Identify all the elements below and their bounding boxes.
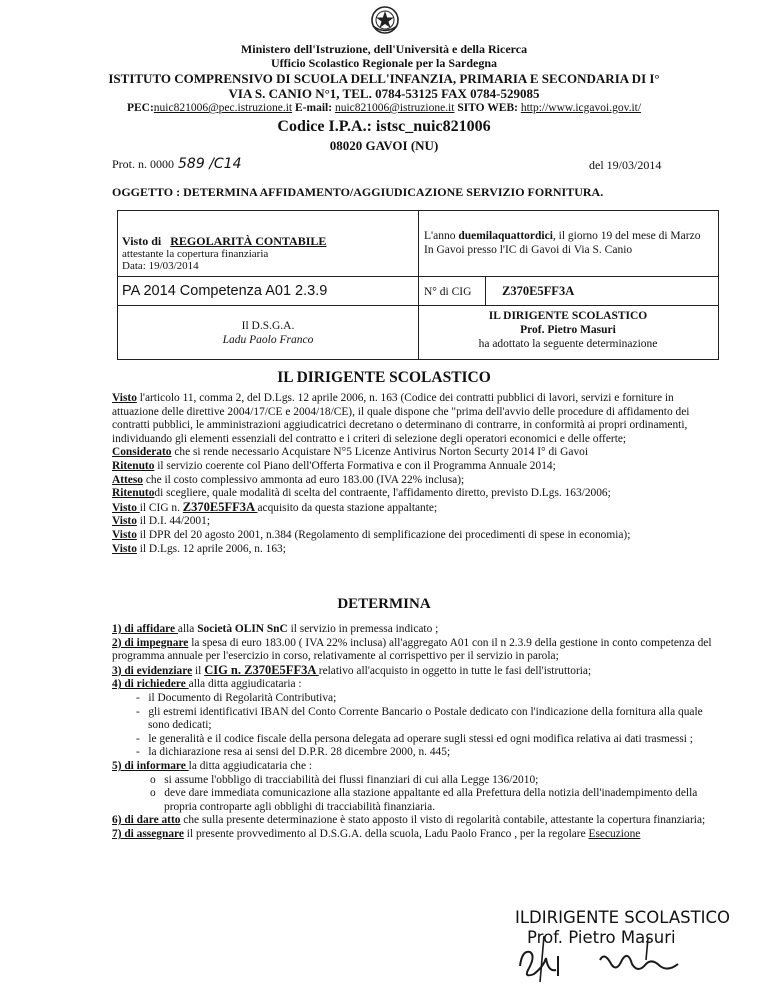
table-divider-budget — [118, 305, 418, 306]
protocol-handwritten: 589 /C14 — [178, 156, 242, 172]
determina-block — [112, 623, 717, 842]
cig-value: Z370E5FF3A — [502, 284, 575, 298]
item-text: la spesa di euro 183.00 ( IVA 22% inclusa) all'aggregato A01 con il n 2.3.9 della gestione in conto competenza del programma annuale per l'esercizio in corso, relativamente al corrispettivo per il servizio in parola; — [112, 636, 712, 663]
item-1 — [112, 623, 717, 637]
intro-year: duemilaquattordici — [458, 230, 553, 242]
visto-note: attestante la copertura finanziaria — [122, 247, 269, 260]
list-item-text: il Documento di Regolarità Contributiva; — [148, 691, 337, 704]
item-5 — [112, 760, 717, 774]
intro-place: In Gavoi presso l'IC di Gavoi di Via S. Canio — [424, 244, 633, 256]
premise-7 — [112, 515, 717, 529]
premise-key: Atteso — [112, 473, 143, 486]
protocol-label: Prot. n. 0000 — [112, 157, 175, 171]
ds-title: IL DIRIGENTE SCOLASTICO — [488, 310, 648, 322]
cig-label: N° di CIG — [424, 286, 472, 298]
item-text: il presente provvedimento al D.S.G.A. della scuola, Ladu Paolo Franco , per la regolare — [183, 827, 589, 840]
ministry-name: Ministero dell'Istruzione, dell'Università e della Ricerca — [240, 42, 528, 56]
list-item: - il Documento di Regolarità Contributiva; — [136, 691, 337, 704]
premise-text: il DPR del 20 agosto 2001, n.384 (Regolamento di semplificazione dei procedimenti di spese in economia); — [136, 528, 631, 541]
premise-cig: Z370E5FF3A — [182, 499, 258, 514]
item-7 — [112, 828, 717, 842]
republic-emblem-icon — [369, 4, 401, 36]
premise-key: Ritenuto — [112, 487, 155, 500]
item-text: alla ditta aggiudicataria : — [188, 678, 302, 691]
premise-text: che si rende necessario Acquistare N°5 Licenze Antivirus Norton Securty 2014 I° di Gavoi — [171, 446, 589, 459]
visto-cell — [122, 235, 412, 273]
section-title: IL DIRIGENTE SCOLASTICO — [277, 369, 491, 386]
item-6 — [112, 814, 717, 828]
list-item-text: si assume l'obbligo di tracciabilità dei flussi finanziari di cui alla Legge 136/2010; — [164, 773, 539, 786]
table-divider-right-cig — [418, 305, 718, 306]
list-item-text: le generalità e il codice fiscale della persona delegata ad operare sugli stessi ed ogni modifica relativa ai dati trasmessi ; — [148, 732, 693, 745]
item-key: 3) di evidenziare — [112, 664, 193, 677]
premise-2 — [112, 446, 717, 460]
item-text: che sulla presente determinazione è stato apposto il visto di regolarità contabile, attestante la copertura finanziaria; — [180, 814, 706, 827]
intro-cell — [424, 229, 714, 257]
premise-text: il CIG n. — [139, 501, 183, 514]
premise-8 — [112, 529, 717, 543]
item-4 — [112, 678, 717, 692]
list-item: - la dichiarazione resa ai sensi del D.P.R. 28 dicembre 2000, n. 445; — [136, 746, 451, 759]
premise-text: che il costo complessivo ammonta ad euro 183.00 (IVA 22% inclusa); — [143, 473, 465, 486]
visto-value: REGOLARITÀ CONTABILE — [170, 234, 327, 248]
list-item: - gli estremi identificativi IBAN del Conto Corrente Bancario o Postale dedicato con l'indicazione della fornitura alla quale sono dedicati; — [136, 705, 703, 732]
signature-name: Prof. Pietro Masuri — [527, 928, 676, 947]
institute-name: ISTITUTO COMPRENSIVO DI SCUOLA DELL'INFANZIA, PRIMARIA E SECONDARIA DI I° — [108, 71, 660, 86]
premise-text-tail: acquisito da questa stazione appaltante; — [257, 501, 438, 514]
visto-label: Visto di — [122, 234, 162, 248]
item-3 — [112, 664, 717, 679]
list-item: - le generalità e il codice fiscale della persona delegata ad operare sugli stessi ed ogni modifica relativa ai dati trasmessi ; — [136, 732, 693, 745]
email-label: E-mail: — [295, 102, 333, 114]
determina-title: DETERMINA — [337, 596, 431, 612]
list-item-text: deve dare immediata comunicazione alla stazione appaltante ed alla Prefettura della notizia dell'inadempimento della propria controparte agli obblighi di tracciabilità finanziaria. — [164, 787, 698, 813]
item-text-tail: relativo all'acquisto in oggetto in tutte le fasi dell'istruttoria; — [318, 664, 592, 677]
item-key: 4) di richiedere — [112, 678, 189, 691]
premise-text: il D.I. 44/2001; — [136, 515, 210, 528]
intro-part2: , il giorno 19 del mese di Marzo — [552, 230, 701, 242]
table-divider-right-top — [418, 276, 718, 277]
premise-key: Visto — [112, 501, 140, 514]
premise-6 — [112, 501, 717, 516]
pec-label: PEC: — [126, 102, 154, 114]
premise-text: l'articolo 11, comma 2, del D.Lgs. 12 aprile 2006, n. 163 (Codice dei contratti pubblici di lavori, servizi e forniture in attuazione delle direttive 2004/17/CE e 2004/18/CE), il quale dispone che "prima dell'avvio delle procedure di affidamento dei contratti pubblici, le amministrazioni aggiudicatrici decretano o determinano di contrarre, in conformità ai propri ordinamenti, individuando gli elementi essenziali del contratto e i criteri di selezione degli operatori economici e delle offerte; — [112, 392, 690, 445]
item-text-tail: Esecuzione — [588, 827, 641, 840]
ipa-code: Codice I.P.A.: istsc_nuic821006 — [277, 118, 491, 135]
institute-address: VIA S. CANIO N°1, TEL. 0784-53125 FAX 0784-529085 — [228, 86, 540, 101]
premise-text: il D.Lgs. 12 aprile 2006, n. 163; — [136, 542, 286, 555]
dsga-title: Il D.S.G.A. — [241, 320, 295, 332]
premise-key: Visto — [112, 515, 137, 528]
website-link[interactable]: http://www.icgavoi.gov.it/ — [520, 102, 642, 114]
premise-key: Visto — [112, 528, 137, 541]
signature-title: ILDIRIGENTE SCOLASTICO — [515, 908, 731, 927]
premise-text: di scegliere, quale modalità di scelta del contraente, l'affidamento diretto, previsto D.Lgs. 163/2006; — [154, 487, 611, 500]
table-divider-cig — [485, 277, 486, 305]
dsga-cell — [118, 319, 418, 347]
item-key: 6) di dare atto — [112, 814, 181, 827]
item-cig: CIG n. Z370E5FF3A — [204, 662, 319, 677]
table-divider-left-mid — [118, 276, 418, 277]
premise-key: Considerato — [112, 446, 172, 459]
regional-office: Ufficio Scolastico Regionale per la Sardegna — [270, 56, 498, 70]
premise-key: Ritenuto — [112, 459, 155, 472]
item-key: 5) di informare — [112, 759, 189, 772]
premise-key: Visto — [112, 542, 137, 555]
handwritten-signature-icon — [500, 930, 730, 990]
list-item: o si assume l'obbligo di tracciabilità dei flussi finanziari di cui alla Legge 136/2010; — [150, 773, 539, 786]
pec-link[interactable]: nuic821006@pec.istruzione.it — [153, 102, 293, 114]
contacts-line — [0, 102, 768, 116]
list-item: o deve dare immediata comunicazione alla stazione appaltante ed alla Prefettura della notizia dell'inadempimento della propria controparte agli obblighi di tracciabilità finanziaria. — [150, 787, 698, 813]
item-key: 1) di affidare — [112, 623, 178, 635]
premise-9 — [112, 543, 717, 557]
item-key: 2) di impegnare — [112, 636, 189, 649]
site-label: SITO WEB: — [457, 102, 518, 114]
visto-date: Data: 19/03/2014 — [122, 260, 199, 272]
protocol-date: del 19/03/2014 — [589, 158, 662, 172]
ds-note: ha adottato la seguente determinazione — [478, 338, 658, 350]
item-text: il — [192, 664, 205, 677]
dsga-name: Ladu Paolo Franco — [222, 334, 314, 346]
list-item-text: la dichiarazione resa ai sensi del D.P.R. 28 dicembre 2000, n. 445; — [148, 746, 451, 759]
protocol-number — [112, 158, 242, 172]
list-item-text: gli estremi identificativi IBAN del Conto Corrente Bancario o Postale dedicato con l'indicazione della fornitura alla quale sono dedicati; — [148, 705, 703, 732]
intro-part1: L'anno — [424, 230, 456, 242]
item-2 — [112, 637, 717, 664]
item-key: 7) di assegnare — [112, 827, 184, 840]
ds-cell — [418, 309, 718, 351]
budget-line: PA 2014 Competenza A01 2.3.9 — [122, 283, 328, 299]
ds-name: Prof. Pietro Masuri — [520, 324, 616, 336]
premise-text: il servizio coerente col Piano dell'Offerta Formativa e con il Programma Annuale 2014; — [154, 459, 556, 472]
email-link[interactable]: nuic821006@istruzione.it — [334, 102, 455, 114]
item-text: alla — [177, 623, 198, 635]
institute-city: 08020 GAVOI (NU) — [329, 138, 439, 153]
premises-block — [112, 392, 717, 556]
premise-key: Visto — [112, 392, 137, 404]
premise-5 — [112, 487, 717, 501]
item-text: la ditta aggiudicataria che : — [188, 759, 313, 772]
subject-line: OGGETTO : DETERMINA AFFIDAMENTO/AGGIUDICAZIONE SERVIZIO FORNITURA. — [112, 185, 604, 199]
item-text-tail: il servizio in premessa indicato ; — [287, 623, 439, 635]
info-table — [117, 210, 719, 360]
premise-4 — [112, 474, 717, 488]
premise-3 — [112, 460, 717, 474]
company-name: Società OLIN SnC — [197, 623, 288, 635]
premise-1 — [112, 392, 717, 446]
